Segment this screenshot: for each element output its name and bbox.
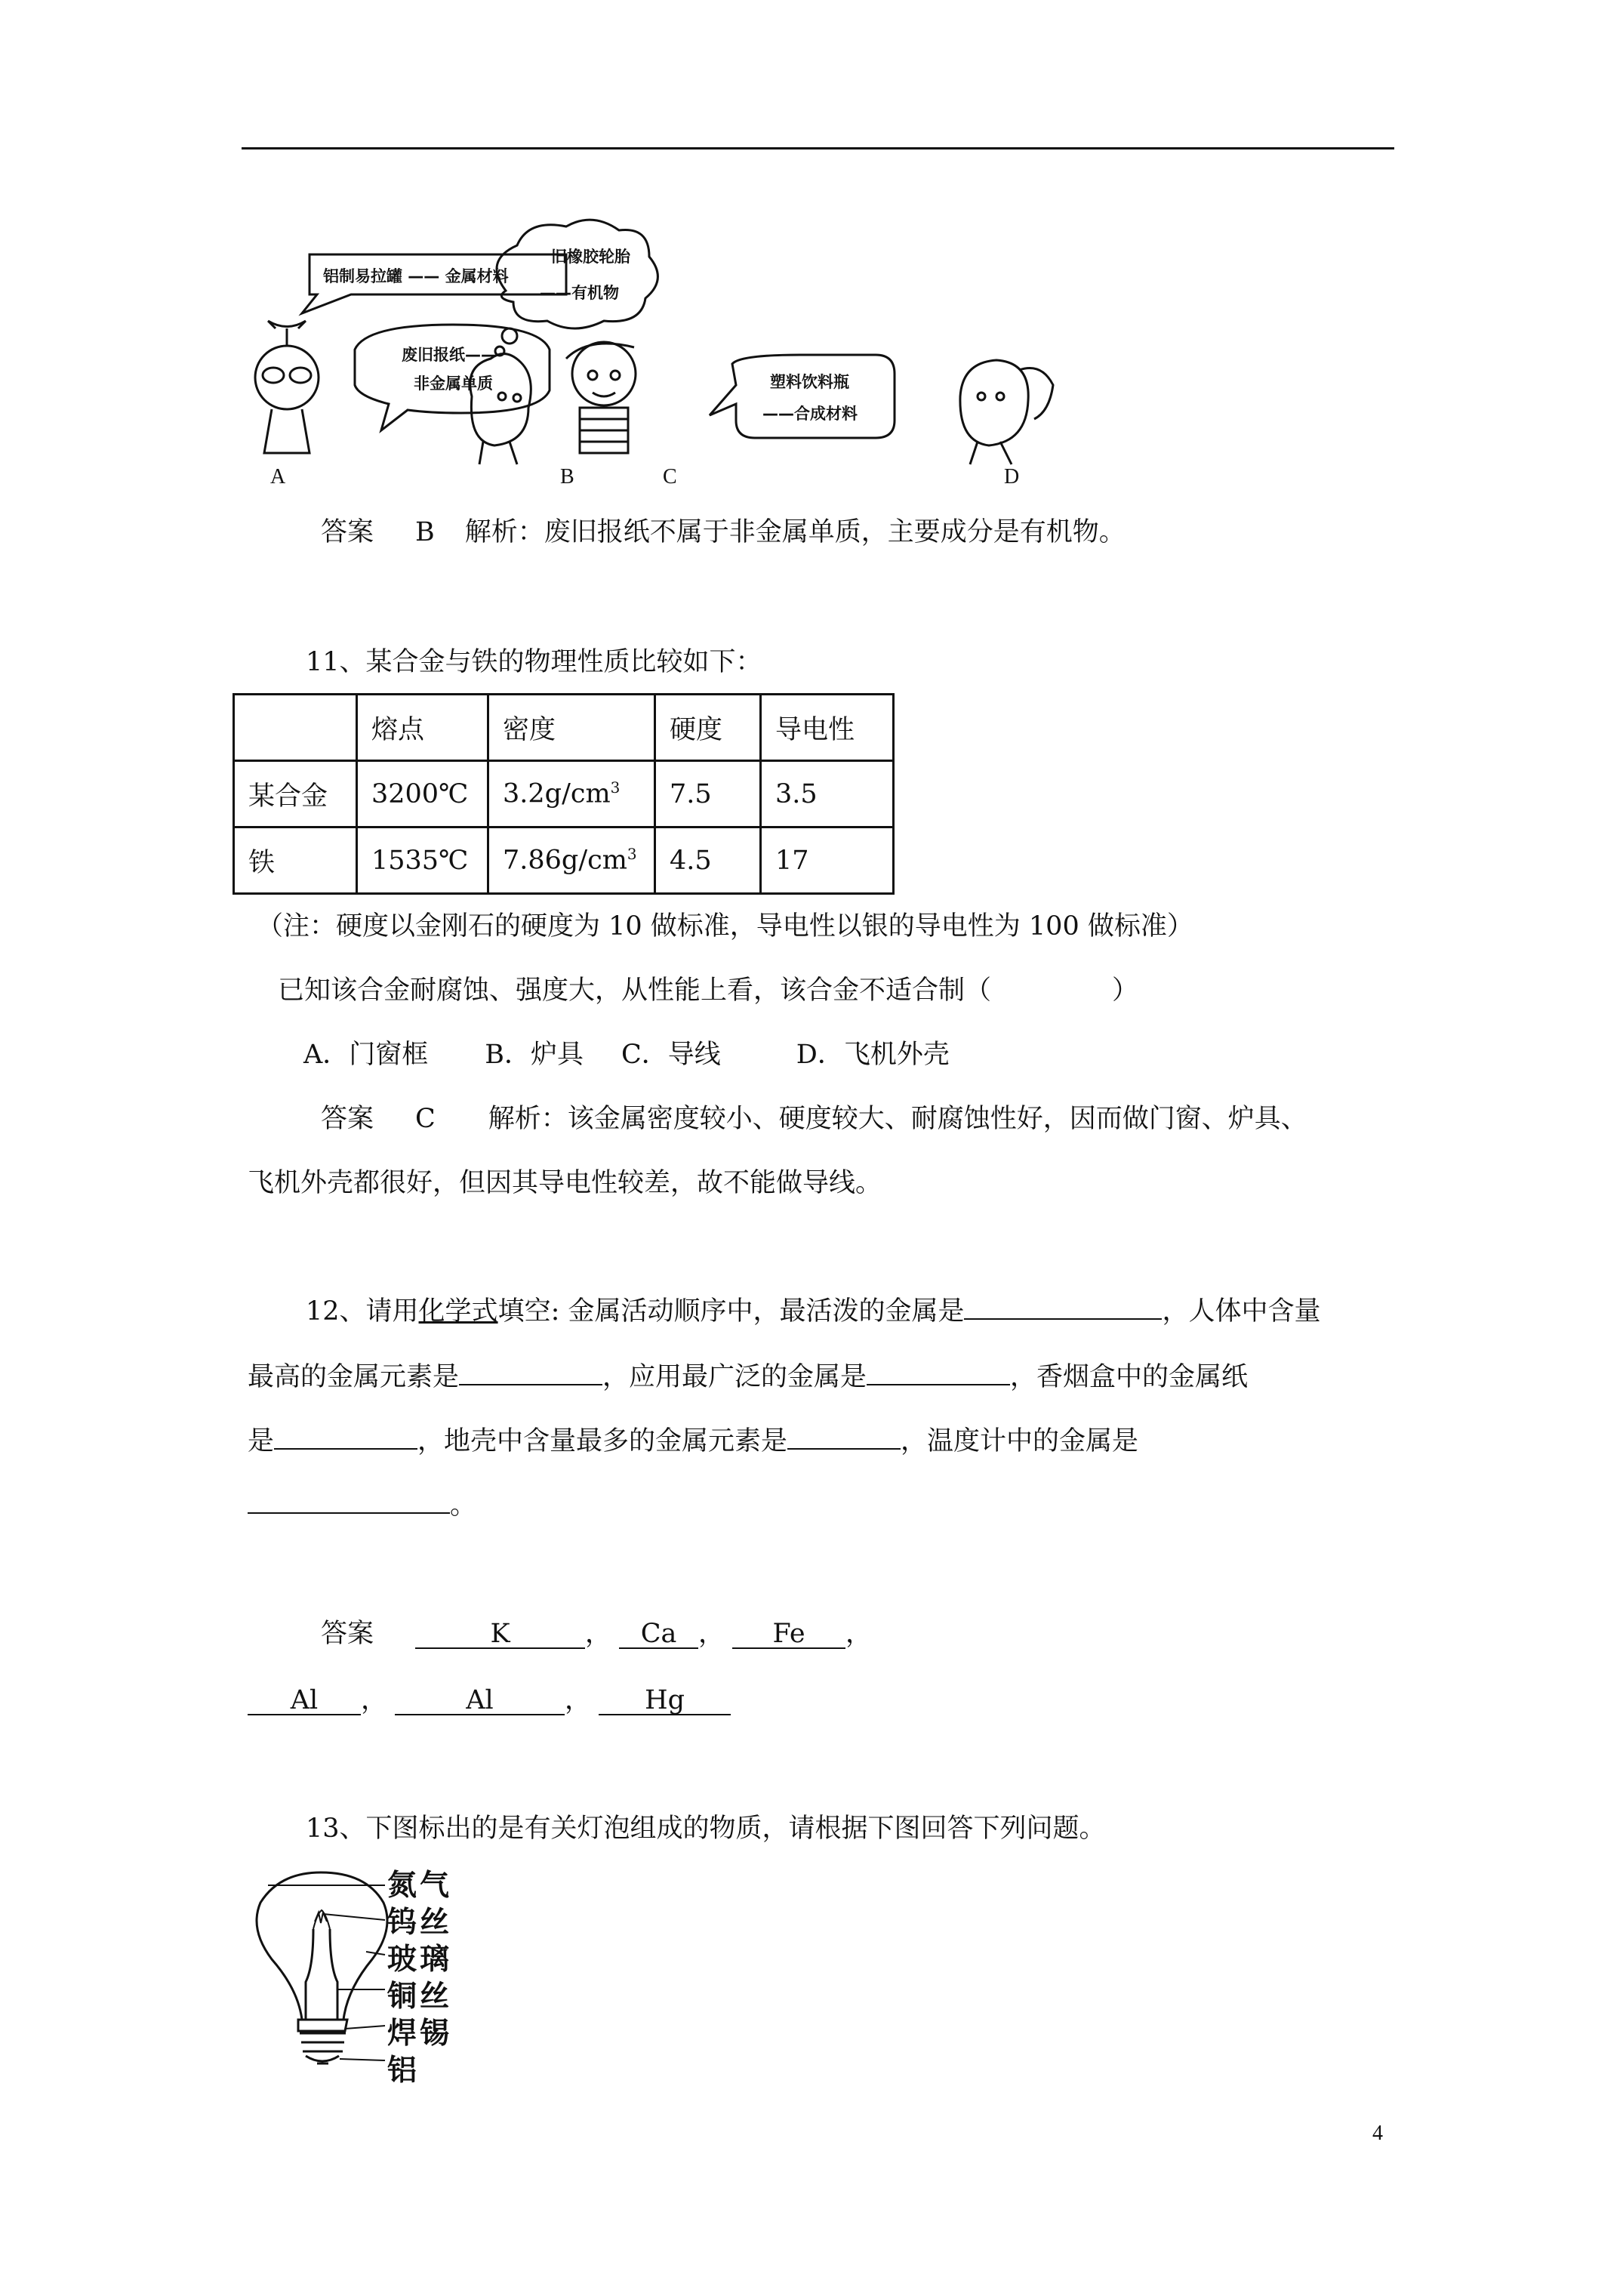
bubble-d-line1: 塑料饮料瓶: [770, 373, 849, 391]
q11-note: （注：硬度以金刚石的硬度为 10 做标准，导电性以银的导电性为 100 做标准）: [257, 911, 1193, 942]
answer-value: Al: [248, 1687, 361, 1715]
fill-blank[interactable]: [248, 1490, 450, 1514]
q12-line1: 12、请用化学式填空: 金属活动顺序中，最活泼的金属是 ，人体中含量: [306, 1296, 1321, 1327]
table-row: [234, 761, 894, 827]
fill-blank[interactable]: [867, 1361, 1010, 1385]
fill-blank[interactable]: [274, 1425, 417, 1450]
bubble-d-line2: ——合成材料: [762, 405, 858, 423]
q10-answer: [321, 516, 1126, 549]
answer-value: Al: [395, 1687, 565, 1715]
bulb-label-tungsten: 钨丝: [387, 1906, 453, 1940]
bubble-b-line1: 废旧报纸——: [402, 346, 497, 364]
table-cell: 铁: [234, 827, 357, 894]
table-cell: 3.5: [761, 761, 894, 827]
q11-options: [303, 1038, 950, 1071]
figure-label-c: C: [663, 465, 677, 488]
answer-choice: C: [415, 1104, 436, 1134]
page-number: 4: [1372, 2122, 1383, 2145]
header-rule: [242, 147, 1394, 149]
table-cell: 17: [761, 827, 894, 894]
fill-blank[interactable]: [964, 1296, 1162, 1320]
answer-explanation: 解析：该金属密度较小、硬度较大、耐腐蚀性好，因而做门窗、炉具、: [488, 1104, 1307, 1134]
bulb-label-aluminum: 铝: [387, 2054, 420, 2088]
table-header-cell: 熔点: [357, 695, 488, 761]
q12-answer-line2: Al ， Al ， Hg: [248, 1684, 731, 1717]
figure-label-d: D: [1004, 465, 1020, 488]
answer-label: 答案: [321, 1104, 374, 1134]
option-a: A．门窗框: [303, 1040, 429, 1070]
table-cell: 3200℃: [357, 761, 488, 827]
bubble-a-text: 铝制易拉罐 —— 金属材料: [323, 267, 509, 285]
q11-question: 已知该合金耐腐蚀、强度大，从性能上看，该合金不适合制（ ）: [278, 975, 1139, 1006]
q11-answer-line2: 飞机外壳都很好，但因其导电性较差，故不能做导线。: [248, 1168, 882, 1198]
q11-stem: 11、某合金与铁的物理性质比较如下：: [306, 647, 762, 677]
table-cell: 4.5: [655, 827, 761, 894]
answer-label: 答案: [321, 517, 374, 547]
bulb-label-nitrogen: 氮气: [387, 1869, 453, 1903]
table-cell: 7.5: [655, 761, 761, 827]
option-b: B．炉具: [485, 1040, 584, 1070]
answer-value: Fe: [732, 1620, 845, 1649]
bubble-c-line2: ——有机物: [540, 284, 619, 302]
answer-explanation: 解析：废旧报纸不属于非金属单质，主要成分是有机物。: [464, 517, 1126, 547]
table-cell: 1535℃: [357, 827, 488, 894]
option-d: D．飞机外壳: [796, 1040, 950, 1070]
table-header-cell: 导电性: [761, 695, 894, 761]
table-cell: $7.86g/cm^3$: [488, 827, 655, 894]
bulb-label-glass: 玻璃: [387, 1943, 453, 1977]
answer-choice: B: [415, 517, 435, 547]
bulb-label-solder: 焊锡: [387, 2017, 453, 2051]
table-header-row: [234, 695, 894, 761]
figure-label-b: B: [560, 465, 574, 488]
answer-value: Ca: [619, 1620, 698, 1649]
bulb-label-copper: 铜丝: [387, 1980, 453, 2014]
answer-value: Hg: [599, 1687, 731, 1715]
q11-answer-line1: [321, 1102, 1307, 1136]
q12-line2: 最高的金属元素是 ，应用最广泛的金属是 ，香烟盒中的金属纸: [248, 1362, 1249, 1392]
q13-stem: 13、下图标出的是有关灯泡组成的物质，请根据下图回答下列问题。: [306, 1814, 1106, 1844]
cartoon-illustration: [234, 215, 1117, 491]
q12-answer-line1: 答案 K ， Ca ， Fe ，: [321, 1619, 873, 1649]
table-cell: 某合金: [234, 761, 357, 827]
fill-blank[interactable]: [459, 1361, 602, 1385]
answer-label: 答案: [321, 1619, 374, 1649]
comparison-table: [233, 693, 895, 895]
q12-line3: 是 ，地壳中含量最多的金属元素是 ，温度计中的金属是: [248, 1426, 1139, 1456]
table-row: [234, 827, 894, 894]
table-header-cell: 硬度: [655, 695, 761, 761]
answer-value: K: [415, 1620, 585, 1649]
figure-label-a: A: [270, 465, 286, 488]
fill-blank[interactable]: [787, 1425, 901, 1450]
bulb-labels: [387, 1867, 452, 2089]
q12-line4: 。: [248, 1489, 476, 1522]
underlined-term: 化学式: [418, 1296, 498, 1327]
table-cell: $3.2g/cm^3$: [488, 761, 655, 827]
bubble-c-line1: 旧橡胶轮胎: [551, 248, 630, 266]
light-bulb-illustration: [245, 1869, 396, 2073]
table-header-cell: [234, 695, 357, 761]
option-c: C．导线: [621, 1040, 721, 1070]
table-header-cell: 密度: [488, 695, 655, 761]
bubble-b-line2: 非金属单质: [414, 374, 493, 393]
